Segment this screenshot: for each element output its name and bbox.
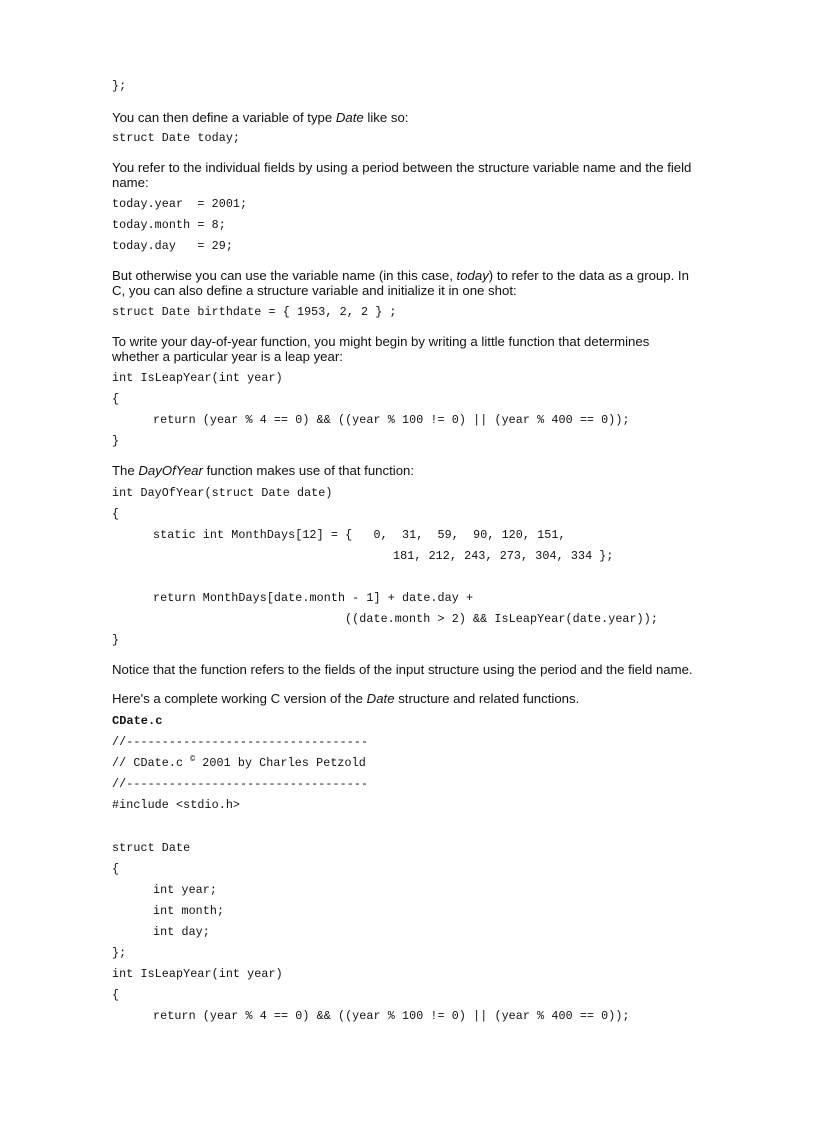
code-line: { (112, 988, 120, 1002)
code-line: int year; (153, 883, 218, 897)
code-line: 181, 212, 243, 273, 304, 334 }; (393, 549, 614, 563)
paragraph: C, you can also define a structure variable and initialize it in one shot: (112, 283, 517, 298)
code-line: struct Date (112, 841, 191, 855)
code-line: today.year = 2001; (112, 197, 248, 211)
code-line: { (112, 392, 120, 406)
code-line: } (112, 434, 120, 448)
code-line: today.day = 29; (112, 239, 233, 253)
paragraph: The DayOfYear function makes use of that function: (112, 463, 415, 478)
code-line: return (year % 4 == 0) && ((year % 100 != 0) || (year % 400 == 0)); (153, 413, 630, 427)
code-line: { (112, 862, 120, 876)
code-line: //---------------------------------- (112, 777, 369, 791)
code-line: return MonthDays[date.month - 1] + date.day + (153, 591, 474, 605)
code-line: //---------------------------------- (112, 735, 369, 749)
code-line: int day; (153, 925, 210, 939)
paragraph: But otherwise you can use the variable name (in this case, today) to refer to the data as a group. In (112, 268, 689, 283)
code-line: #include <stdio.h> (112, 798, 241, 812)
code-line: int DayOfYear(struct Date date) (112, 486, 333, 500)
code-line: // CDate.c © 2001 by Charles Petzold (112, 755, 366, 770)
code-line: struct Date birthdate = { 1953, 2, 2 } ; (112, 305, 397, 319)
paragraph: name: (112, 175, 149, 190)
code-line: int month; (153, 904, 225, 918)
paragraph: To write your day-of-year function, you might begin by writing a little function that determines (112, 334, 650, 349)
paragraph: You refer to the individual fields by using a period between the structure variable name and the field (112, 160, 692, 175)
code-line: return (year % 4 == 0) && ((year % 100 != 0) || (year % 400 == 0)); (153, 1009, 630, 1023)
paragraph: Here's a complete working C version of the Date structure and related functions. (112, 691, 580, 706)
code-line: int IsLeapYear(int year) (112, 371, 283, 385)
paragraph: whether a particular year is a leap year: (112, 349, 343, 364)
copyright-symbol: © (190, 755, 196, 764)
code-line: ((date.month > 2) && IsLeapYear(date.year)); (345, 612, 658, 626)
paragraph: You can then define a variable of type Date like so: (112, 110, 409, 125)
file-title: CDate.c (112, 714, 163, 728)
paragraph: Notice that the function refers to the fields of the input structure using the period and the field name. (112, 662, 693, 677)
code-line: struct Date today; (112, 131, 241, 145)
code-line: } (112, 633, 120, 647)
code-line: today.month = 8; (112, 218, 226, 232)
code-line: int IsLeapYear(int year) (112, 967, 283, 981)
code-line: static int MonthDays[12] = { 0, 31, 59, 90, 120, 151, (153, 528, 566, 542)
code-line: }; (112, 79, 127, 93)
code-line: { (112, 507, 120, 521)
code-line: }; (112, 946, 127, 960)
